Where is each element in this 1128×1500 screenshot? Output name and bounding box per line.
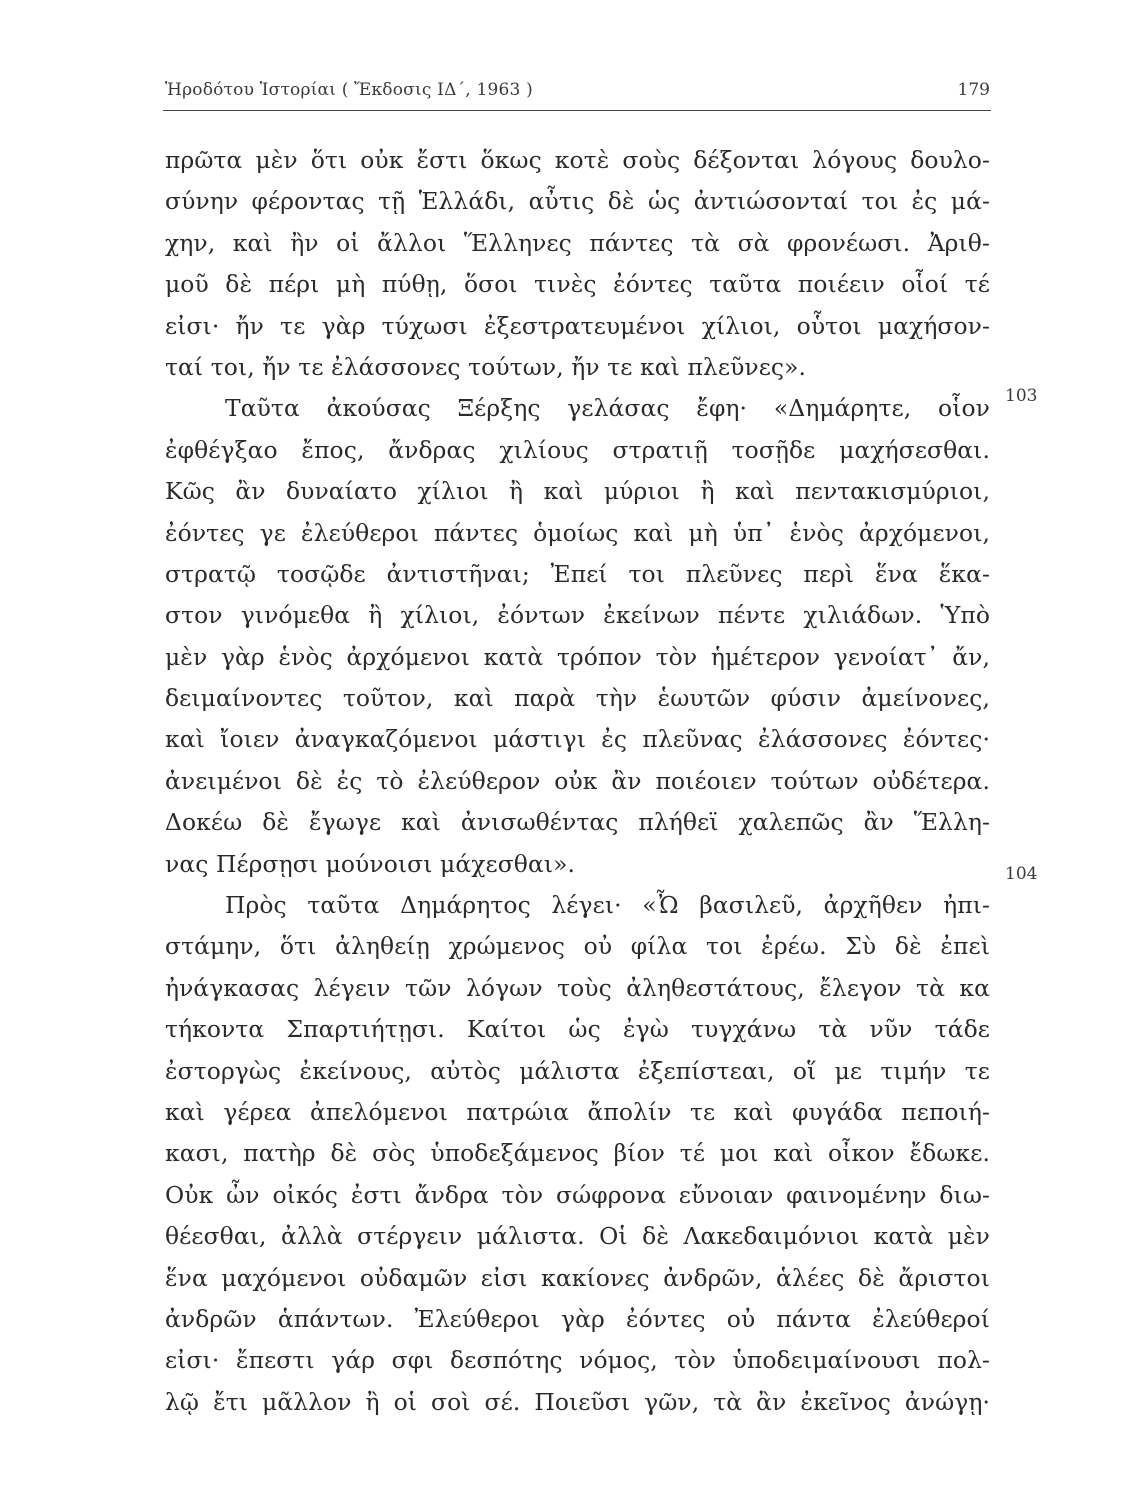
- text-line: Δοκέω δὲ ἔγωγε καὶ ἀνισωθέντας πλήθεϊ χαλεπῶς ἂν Ἕλλη-: [165, 808, 990, 837]
- text-line: πρῶτα μὲν ὅτι οὐκ ἔστι ὅκως κοτὲ σοὺς δέξονται λόγους δουλο-: [165, 146, 990, 174]
- text-line: θέεσθαι, ἀλλὰ στέργειν μάλιστα. Οἱ δὲ Λακεδαιμόνιοι κατὰ μὲν: [165, 1222, 990, 1251]
- text-line: κασι, πατὴρ δὲ σὸς ὑποδεξάμενος βίον τέ μοι καὶ οἶκον ἔδωκε.: [165, 1139, 990, 1168]
- text-line: στον γινόμεθα ἢ χίλιοι, ἐόντων ἐκείνων πέντε χιλιάδων. Ὑπὸ: [165, 601, 990, 630]
- text-line: λῷ ἔτι μᾶλλον ἢ οἱ σοὶ σέ. Ποιεῦσι γῶν, τὰ ἂν ἐκεῖνος ἀνώγῃ·: [165, 1387, 990, 1416]
- text-line: νας Πέρσῃσι μούνοισι μάχεσθαι».: [165, 849, 576, 878]
- text-line: ἠνάγκασας λέγειν τῶν λόγων τοὺς ἀληθεστάτους, ἔλεγον τὰ κα: [165, 973, 990, 1002]
- text-line: καὶ γέρεα ἀπελόμενοι πατρώια ἄπολίν τε καὶ φυγάδα πεποιή-: [165, 1097, 990, 1126]
- text-line: ἐόντες γε ἐλεύθεροι πάντες ὁμοίως καὶ μὴ ὑπ᾽ ἑνὸς ἀρχόμενοι,: [165, 518, 990, 547]
- text-line: Ταῦτα ἀκούσας Ξέρξης γελάσας ἔφη· «Δημάρητε, οἷον: [225, 394, 990, 423]
- body-text: [165, 140, 990, 1423]
- text-line: σύνην φέροντας τῇ Ἑλλάδι, αὖτις δὲ ὡς ἀντιώσονταί τοι ἐς μά-: [165, 187, 990, 216]
- text-line: τήκοντα Σπαρτιήτῃσι. Καίτοι ὡς ἐγὼ τυγχάνω τὰ νῦν τάδε: [165, 1015, 990, 1044]
- text-line: χην, καὶ ἢν οἱ ἄλλοι Ἕλληνες πάντες τὰ σὰ φρονέωσι. Ἀριθ-: [165, 228, 990, 257]
- text-line: καὶ ἴοιεν ἀναγκαζόμενοι μάστιγι ἐς πλεῦνας ἐλάσσονες ἐόντες·: [165, 725, 990, 754]
- chapter-number-104: 104: [1005, 864, 1038, 884]
- chapter-number-103: 103: [1005, 386, 1038, 406]
- text-line: ἀνδρῶν ἁπάντων. Ἐλεύθεροι γὰρ ἐόντες οὐ πάντα ἐλεύθεροί: [165, 1304, 990, 1333]
- header-rule: [163, 110, 991, 111]
- text-line: δειμαίνοντες τοῦτον, καὶ παρὰ τὴν ἑωυτῶν φύσιν ἀμείνονες,: [165, 684, 990, 713]
- text-line: ἕνα μαχόμενοι οὐδαμῶν εἰσι κακίονες ἀνδρῶν, ἁλέες δὲ ἄριστοι: [165, 1263, 990, 1292]
- text-line: ἀνειμένοι δὲ ἐς τὸ ἐλεύθερον οὐκ ἂν ποιέοιεν τούτων οὐδέτερα.: [165, 766, 990, 795]
- text-line: Κῶς ἂν δυναίατο χίλιοι ἢ καὶ μύριοι ἢ καὶ πεντακισμύριοι,: [165, 477, 990, 506]
- text-line: μὲν γὰρ ἑνὸς ἀρχόμενοι κατὰ τρόπον τὸν ἡμέτερον γενοίατ᾽ ἄν,: [165, 642, 990, 671]
- page-number: 179: [957, 80, 990, 100]
- text-line: ταί τοι, ἤν τε ἐλάσσονες τούτων, ἤν τε καὶ πλεῦνες».: [165, 352, 807, 381]
- text-line: Οὐκ ὦν οἰκός ἐστι ἄνδρα τὸν σώφρονα εὔνοιαν φαινομένην διω-: [165, 1180, 990, 1209]
- running-head-title: Ἡροδότου Ἱστορίαι ( Ἔκδοσις ΙΔ΄, 1963 ): [165, 80, 533, 100]
- text-line: μοῦ δὲ πέρι μὴ πύθῃ, ὅσοι τινὲς ἐόντες ταῦτα ποιέειν οἷοί τέ: [165, 270, 990, 299]
- text-line: ἐφθέγξαο ἔπος, ἄνδρας χιλίους στρατιῇ τοσῇδε μαχήσεσθαι.: [165, 435, 990, 464]
- text-line: εἰσι· ἤν τε γὰρ τύχωσι ἐξεστρατευμένοι χίλιοι, οὗτοι μαχήσον-: [165, 311, 990, 340]
- text-line: στάμην, ὅτι ἀληθείῃ χρώμενος οὐ φίλα τοι ἐρέω. Σὺ δὲ ἐπεὶ: [165, 932, 990, 961]
- text-line: ἐστοργὼς ἐκείνους, αὐτὸς μάλιστα ἐξεπίστεαι, οἵ με τιμήν τε: [165, 1056, 990, 1085]
- text-line: εἰσι· ἔπεστι γάρ σφι δεσπότης νόμος, τὸν ὑποδειμαίνουσι πολ-: [165, 1346, 990, 1375]
- running-head: [165, 80, 990, 108]
- text-line: στρατῷ τοσῷδε ἀντιστῆναι; Ἐπεί τοι πλεῦνες περὶ ἕνα ἕκα-: [165, 559, 990, 588]
- text-line: Πρὸς ταῦτα Δημάρητος λέγει· «Ὦ βασιλεῦ, ἀρχῆθεν ἠπι-: [225, 891, 990, 920]
